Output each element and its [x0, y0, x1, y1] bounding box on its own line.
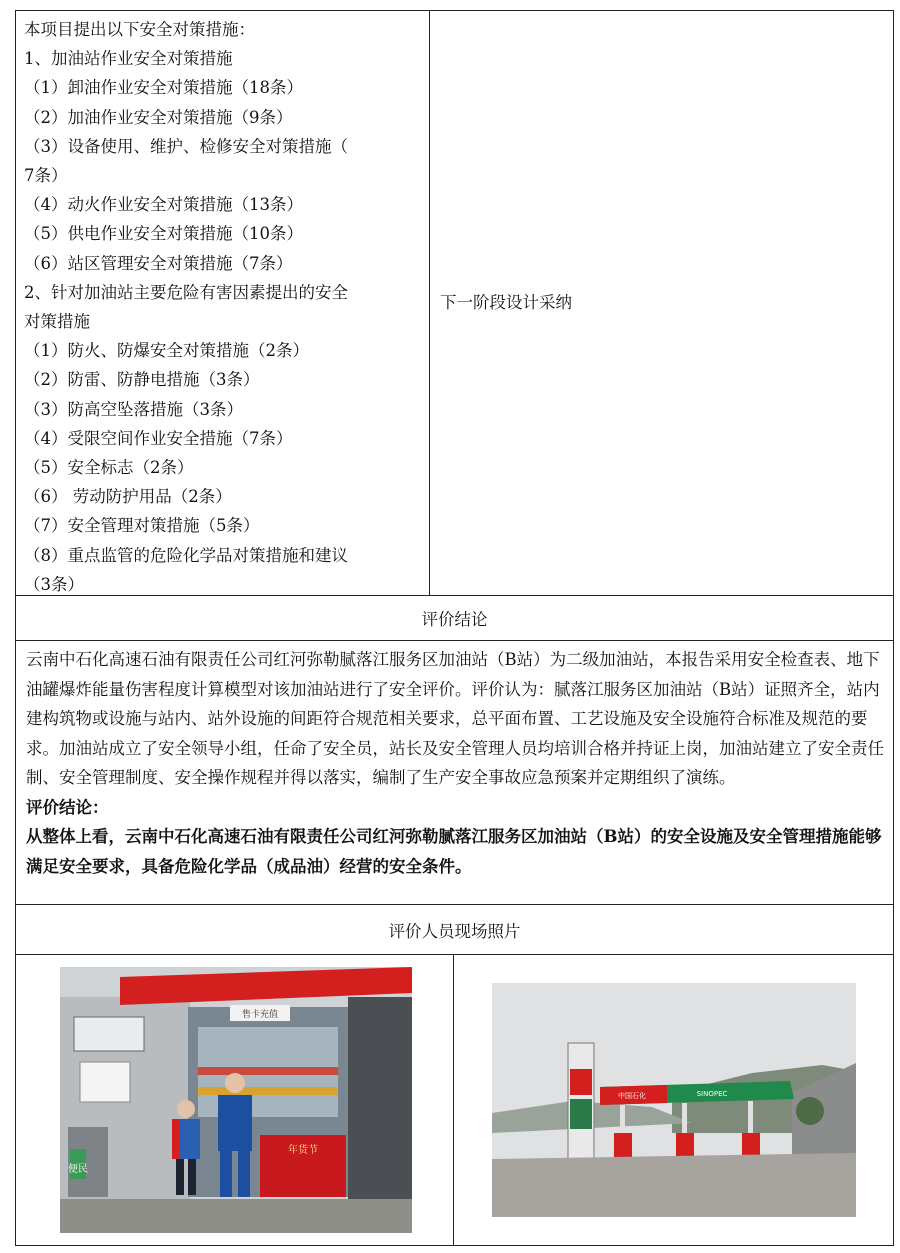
banner-text: 年货节 — [288, 1145, 318, 1156]
photo-cell-left — [16, 955, 454, 1245]
bin-sign-text: 便民 — [68, 1164, 88, 1175]
measure-line: 2、针对加油站主要危险有害因素提出的安全 — [24, 282, 348, 302]
measure-line: （1）卸油作业安全对策措施（18条） — [24, 78, 303, 98]
measure-line: （3）设备使用、维护、检修安全对策措施（ — [24, 136, 348, 156]
measures-list — [16, 11, 430, 595]
conclusion-label: 评价结论： — [26, 797, 109, 817]
canopy-brand-cn: 中国石化 — [618, 1092, 646, 1100]
measure-line: （7）安全管理对策措施（5条） — [24, 516, 260, 536]
conclusion-heading-text: 评价结论 — [421, 610, 488, 629]
photo-cell-right — [454, 955, 893, 1245]
measure-line: （6） 劳动防护用品（2条） — [24, 487, 232, 507]
measure-line: 7条） — [24, 166, 68, 186]
measure-line: （5）供电作业安全对策措施（10条） — [24, 224, 303, 244]
measure-line: （2）防雷、防静电措施（3条） — [24, 370, 260, 390]
conclusion-heading — [16, 596, 893, 641]
canopy-brand-en: SINOPEC — [696, 1090, 728, 1098]
measure-line: （2）加油作业安全对策措施（9条） — [24, 107, 293, 127]
photos-heading-text: 评价人员现场照片 — [388, 921, 521, 941]
measure-line: （3）防高空坠落措施（3条） — [24, 399, 243, 419]
conclusion-paragraph: 云南中石化高速石油有限责任公司红河弥勒腻落江服务区加油站（B站）为二级加油站，本报告采用安全检查表、地下油罐爆炸能量伤害程度计算模型对该加油站进行了安全评价。评价认为：腻落江服务区加油站（B站）证照齐全，站内建构筑物或设施与站内、站外设施的间距符合规范相关要求，总平面布置、工艺设施及安全设施符合标准及规范的要求。加油站成立了安全领导小组，任命了安全员，站长及安全管理人员均培训合格并持证上岗，加油站建立了安全责任制、安全管理制度、安全操作规程并得以落实，编制了生产安全事故应急预案并定期组织了演练。 — [26, 650, 884, 787]
measure-line: （3条） — [24, 574, 84, 594]
top-sign-text: 售卡充值 — [241, 1010, 279, 1020]
adoption-text: 下一阶段设计采纳 — [440, 293, 572, 313]
conclusion-body — [16, 641, 893, 905]
photos-row — [16, 955, 893, 1245]
measure-line: 对策措施 — [24, 312, 90, 332]
photos-heading — [16, 905, 893, 955]
measure-line: （4）受限空间作业安全措施（7条） — [24, 428, 293, 448]
measure-line: 本项目提出以下安全对策措施： — [24, 20, 255, 39]
adoption-cell — [430, 11, 893, 595]
station-forecourt-photo — [492, 983, 856, 1217]
conclusion-final: 从整体上看，云南中石化高速石油有限责任公司红河弥勒腻落江服务区加油站（B站）的安全设施及安全管理措施能够满足安全要求，具备危险化学品（成品油）经营的安全条件。 — [26, 827, 882, 876]
report-table — [15, 10, 894, 1246]
measure-line: （5）安全标志（2条） — [24, 458, 194, 478]
measure-line: （6）站区管理安全对策措施（7条） — [24, 253, 293, 273]
station-shop-photo — [60, 967, 412, 1233]
measure-line: （1）防火、防爆安全对策措施（2条） — [24, 341, 309, 361]
measures-row — [16, 11, 893, 596]
measure-line: （8）重点监管的危险化学品对策措施和建议 — [24, 545, 348, 565]
measure-line: （4）动火作业安全对策措施（13条） — [24, 195, 303, 215]
measure-line: 1、加油站作业安全对策措施 — [24, 49, 233, 69]
